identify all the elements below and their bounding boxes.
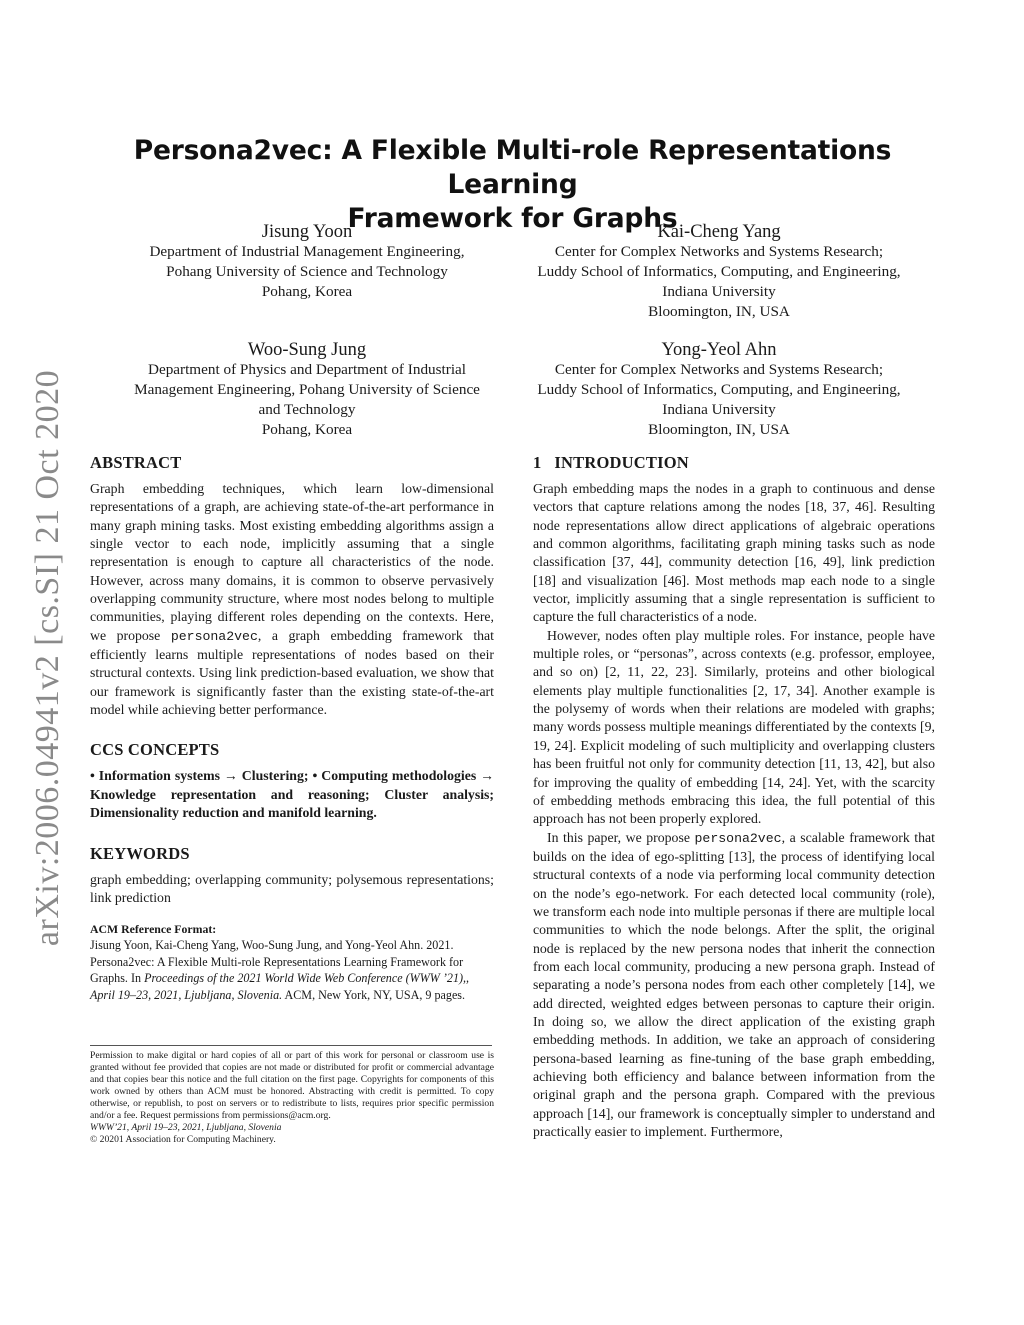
ccs-text: • Information systems → Clustering; • Computing methodologies → Knowledge representation and reasoning; Cluster analysis; Dimensionality reduction and manifold learning. — [90, 768, 494, 821]
author-affiliation-line: Luddy School of Informatics, Computing, and Engineering, — [537, 381, 901, 398]
author-affiliation-line: Indiana University — [662, 283, 776, 300]
author-block — [90, 338, 524, 440]
code-persona2vec: persona2vec — [694, 830, 782, 846]
author-name: Kai-Cheng Yang — [657, 222, 781, 242]
author-name: Woo-Sung Jung — [247, 340, 367, 360]
footnote-rule — [90, 1045, 492, 1046]
author-affiliation-line: Indiana University — [662, 401, 776, 418]
author-affiliation-line: Luddy School of Informatics, Computing, and Engineering, — [537, 263, 901, 280]
author-affiliation-line: Center for Complex Networks and Systems Research; — [554, 243, 884, 260]
acm-reference-venue: Proceedings of the 2021 World Wide Web Conference (WWW ’21),, April 19–23, 2021, Ljubljana, Slovenia. — [90, 971, 470, 1002]
permission-text: Permission to make digital or hard copies of all or part of this work for personal or classroom use is granted without fee provided that copies are not made or distributed for profit or commercial advantage and that copies bear this notice and the full citation on the first page. Copyrights for components of this work owned by others than ACM must be honored. Abstracting with credit is permitted. To copy otherwise, or republish, to post on servers or to redistribute to lists, requires prior specific permission and/or a fee. Request permissions from permissions@acm.org. — [90, 1050, 494, 1122]
keywords-text: graph embedding; overlapping community; polysemous representations; link prediction — [90, 871, 494, 905]
intro-paragraph-1: Graph embedding maps the nodes in a graph to continuous and dense vectors that capture relations among the nodes [18, 37, 46]. Resulting node representations allow direct applications of algebraic operations and common algorithms, facilitating graph mining tasks such as node classification [37, 44], community detection [16, 49], link prediction [18] and visualization [46]. Most methods map each node to a single vector, implicitly assuming that a single representation is sufficient to capture the full characteristics of a node. — [533, 481, 935, 625]
abstract-text: Graph embedding techniques, which learn low-dimensional representations of a graph, are achieving state-of-the-art performance in many graph mining tasks. Most existing embedding algorithms assign a single vector to each node, implicitly assuming that a single representation is enough to capture all characteristics of the node. However, across many domains, it is common to observe pervasively overlapping community structure, where most nodes belong to multiple communities, playing different roles depending on the contexts. Here, we propose persona2vec, a graph embedding framework that efficiently learns multiple representations of nodes based on their structural contexts. Using link prediction-based evaluation, we show that our framework is significantly faster than the existing state-of-the-art model while achieving better performance. — [90, 481, 495, 718]
author-affiliation-line: Management Engineering, Pohang University of Science — [134, 381, 480, 398]
keywords-heading: KEYWORDS — [90, 843, 190, 863]
author-affiliation-line: Bloomington, IN, USA — [648, 303, 790, 320]
acm-reference-heading: ACM Reference Format: — [90, 922, 217, 937]
abstract-heading: ABSTRACT — [90, 453, 182, 472]
author-affiliation-line: and Technology — [258, 401, 356, 418]
title-line-1: Persona2vec: A Flexible Multi-role Representations Learning — [133, 135, 892, 200]
introduction-heading: 1 INTRODUCTION — [533, 453, 689, 472]
author-name: Yong-Yeol Ahn — [661, 340, 777, 360]
author-affiliation-line: Center for Complex Networks and Systems Research; — [554, 361, 884, 378]
copyright-line: © 20201 Association for Computing Machinery. — [90, 1134, 276, 1146]
ccs-heading: CCS CONCEPTS — [90, 740, 220, 760]
author-block — [500, 220, 938, 322]
author-block — [500, 338, 938, 440]
author-affiliation-line: Department of Industrial Management Engineering, — [149, 243, 465, 260]
author-affiliation-line: Department of Physics and Department of Industrial — [147, 361, 466, 378]
permission-footnote — [90, 1050, 494, 1146]
footnote-venue: WWW’21, April 19–23, 2021, Ljubljana, Slovenia — [90, 1122, 282, 1134]
author-affiliation-line: Pohang University of Science and Technology — [166, 263, 448, 280]
arxiv-identifier — [28, 369, 68, 947]
acm-reference-text: Jisung Yoon, Kai-Cheng Yang, Woo-Sung Jung, and Yong-Yeol Ahn. 2021. Persona2vec: A Flexible Multi-role Representations Learning Framework for Graphs. In Proceedings of the 2021 World Wide Web Conference (WWW ’21),, April 19–23, 2021, Ljubljana, Slovenia. ACM, New York, NY, USA, 9 pages. — [90, 938, 470, 1002]
intro-paragraph-3: In this paper, we propose persona2vec, a scalable framework that builds on the idea of ego-splitting [13], the process of identifying local structural contexts of a node via performing local community detection on the node’s ego-network. For each detected local community (role), we transform each node into multiple personas if there are multiple local communities to which the node belongs. After the split, the original node is replaced by the new persona nodes that inherit the connection from each local community, producing a new persona graph. Instead of separating a node’s persona nodes from each other completely [14], we add directed, weighted edges between personas to capture their origin. In doing so, we allow the direct application of the existing graph embedding methods. In addition, we take an approach of considering persona-based learning as fine-tuning of the base graph embedding, achieving both efficiency and balance between information from the original graph and the persona graph. Compared with the previous approach [14], our framework is conceptually simpler to understand and practically easier to implement. Furthermore, — [533, 829, 935, 1140]
title-line-2: Framework for Graphs — [347, 203, 678, 234]
author-block — [90, 220, 524, 302]
author-affiliation-line: Pohang, Korea — [261, 283, 353, 300]
author-affiliation-line: Bloomington, IN, USA — [648, 421, 790, 438]
right-column — [533, 452, 935, 1141]
intro-paragraph-2: However, nodes often play multiple roles. For instance, people have multiple roles, or “personas”, across contexts (e.g. professor, employee, and so on) [2, 11, 22, 23]. Similarly, proteins and other biological elements play multiple functionalities [2, 17, 34]. Another example is the polysemy of words when their relations are modeled with graphs; many words possess multiple meanings differentiated by the contexts [9, 19, 24]. Explicit modeling of such multiplicity and overlapping clusters has been fruitful not only for community detection [11, 13, 42], but also for improving the quality of embedding [14, 24]. Yet, with the scarcity of embedding methods embracing this idea, the full potential of this approach has not been properly explored. — [533, 627, 935, 827]
author-name: Jisung Yoon — [261, 222, 353, 242]
author-affiliation-line: Pohang, Korea — [261, 421, 353, 438]
code-persona2vec: persona2vec — [170, 628, 258, 644]
left-column — [90, 452, 494, 1004]
arxiv-id-text: arXiv:2006.04941v2 [cs.SI] 21 Oct 2020 — [29, 369, 66, 947]
